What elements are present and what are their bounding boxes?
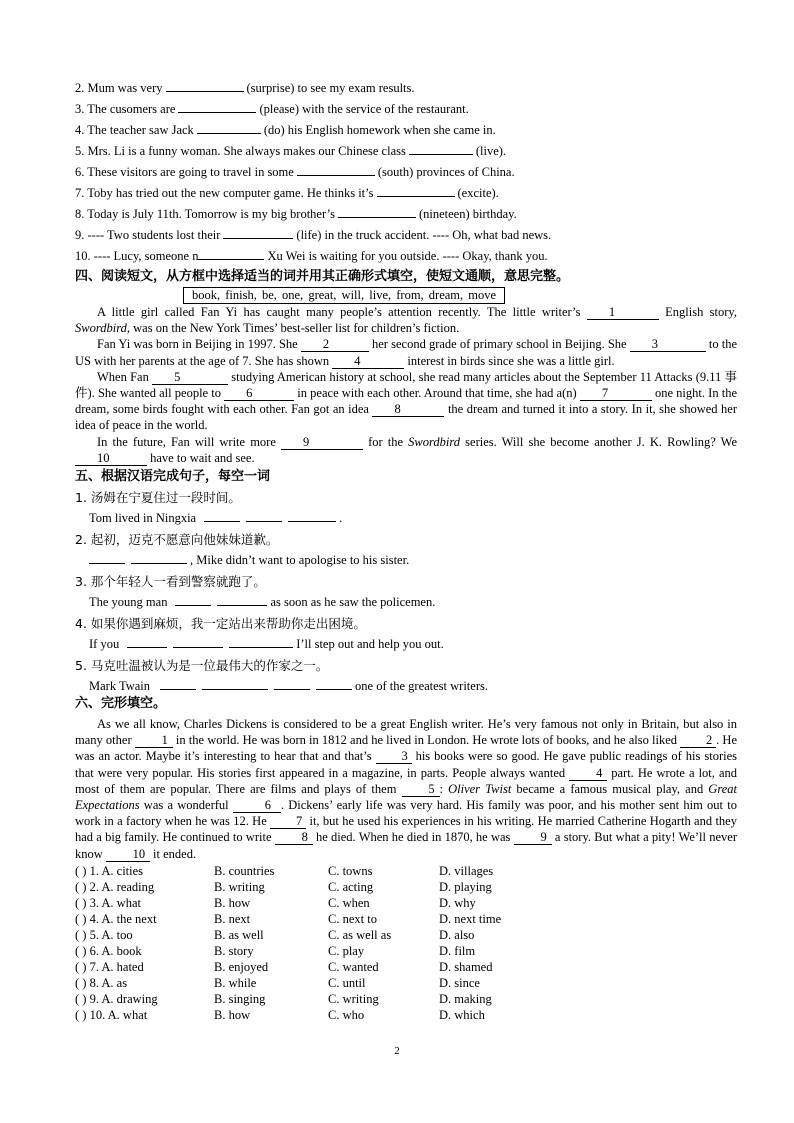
cloze-options — [75, 863, 737, 1023]
cloze-blank[interactable]: 9 — [514, 830, 552, 845]
exercise-item-9: 9. ---- Two students lost their (life) in the truck accident. ---- Oh, what bad news. — [75, 225, 737, 246]
answer-blank[interactable]: 9 — [281, 435, 363, 450]
word-box: book, finish, be, one, great, will, live, from, dream, move — [183, 287, 505, 304]
answer-blank[interactable] — [297, 162, 375, 176]
passage-paragraph: In the future, Fan will write more 9 for the Swordbird series. Will she become another J. K. Rowling? We 10 have to wait and see. — [75, 434, 737, 466]
answer-blank[interactable] — [377, 183, 455, 197]
answer-blank[interactable] — [131, 550, 187, 564]
question-number[interactable]: ( ) 1. A. cities — [75, 863, 144, 878]
cloze-blank[interactable]: 2 — [680, 733, 716, 748]
option-row — [75, 959, 737, 975]
answer-blank[interactable] — [409, 141, 473, 155]
answer-blank[interactable] — [173, 634, 223, 648]
option-d[interactable]: D. villages — [439, 863, 494, 878]
answer-blank[interactable]: 4 — [332, 354, 404, 369]
answer-blank[interactable] — [198, 246, 264, 260]
option-row — [75, 863, 737, 879]
chinese-prompt: 5. 马克吐温被认为是一位最伟大的作家之一。 — [75, 658, 329, 674]
answer-blank[interactable] — [246, 508, 282, 522]
option-row — [75, 991, 737, 1007]
english-sentence: , Mike didn’t want to apologise to his sister. — [75, 550, 737, 571]
section-heading: 五、根据汉语完成句子，每空一词 — [75, 469, 271, 485]
passage-paragraph: A little girl called Fan Yi has caught many people’s attention recently. The little writer’s 1 English story, Swordbird, was on the New York Times’ best-seller list for children’s fiction. — [75, 305, 737, 336]
chinese-prompt: 1. 汤姆在宁夏住过一段时间。 — [75, 490, 241, 506]
cloze-blank[interactable]: 5 — [402, 782, 440, 797]
answer-blank[interactable]: 10 — [75, 451, 147, 466]
answer-blank[interactable] — [175, 592, 211, 606]
option-c[interactable]: C. towns — [328, 863, 373, 878]
chinese-prompt: 4. 如果你遇到麻烦，我一定站出来帮助你走出困境。 — [75, 616, 366, 632]
answer-blank[interactable]: 7 — [580, 386, 652, 401]
question-number[interactable]: ( ) 3. A. what — [75, 895, 141, 910]
answer-blank[interactable]: 2 — [301, 337, 369, 352]
option-c[interactable]: C. when — [328, 895, 370, 910]
question-number[interactable]: ( ) 2. A. reading — [75, 879, 155, 894]
exercise-item-8: 8. Today is July 11th. Tomorrow is my big brother’s (nineteen) birthday. — [75, 204, 737, 225]
answer-blank[interactable]: 5 — [152, 370, 228, 385]
answer-blank[interactable] — [316, 676, 352, 690]
answer-blank[interactable] — [127, 634, 167, 648]
passage-paragraph: When Fan 5 studying American history at school, she read many articles about the September 11 Attacks (9.11 事件). She wanted all people to 6 in peace with each other. Around that time, she had a(n) 7 one night. In the dream, some birds fought with each other. Fan got an idea 8 the dream and turned it into a story. In it, she showed her idea of peace in the world. — [75, 369, 738, 433]
option-b[interactable]: B. how — [214, 1007, 251, 1022]
answer-blank[interactable] — [197, 120, 261, 134]
english-sentence: If you I’ll step out and help you out. — [75, 634, 737, 655]
option-b[interactable]: B. while — [214, 975, 257, 990]
exercise-item-5: 5. Mrs. Li is a funny woman. She always makes our Chinese class (live). — [75, 141, 737, 162]
answer-blank[interactable] — [204, 508, 240, 522]
option-c[interactable]: C. as well as — [328, 927, 392, 942]
question-number[interactable]: ( ) 5. A. too — [75, 927, 133, 942]
question-number[interactable]: ( ) 9. A. drawing — [75, 991, 158, 1006]
option-d[interactable]: D. next time — [439, 911, 502, 926]
option-b[interactable]: B. how — [214, 895, 251, 910]
option-row — [75, 895, 737, 911]
word-box-row — [75, 287, 737, 304]
option-d[interactable]: D. since — [439, 975, 480, 990]
question-number[interactable]: ( ) 8. A. as — [75, 975, 128, 990]
reading-passage — [75, 304, 737, 466]
word-form-exercise — [75, 78, 737, 267]
answer-blank[interactable] — [160, 676, 196, 690]
option-b[interactable]: B. writing — [214, 879, 265, 894]
exercise-item-10: 10. ---- Lucy, someone n Xu Wei is waiting for you outside. ---- Okay, thank you. — [75, 246, 737, 267]
option-c[interactable]: C. acting — [328, 879, 374, 894]
option-b[interactable]: B. as well — [214, 927, 264, 942]
answer-blank[interactable] — [338, 204, 416, 218]
english-sentence: Mark Twain one of the greatest writers. — [75, 676, 737, 697]
answer-blank[interactable] — [89, 550, 125, 564]
answer-blank[interactable] — [229, 634, 293, 648]
cloze-blank[interactable]: 10 — [106, 847, 150, 862]
option-row — [75, 1007, 737, 1023]
chinese-prompt: 3. 那个年轻人一看到警察就跑了。 — [75, 574, 266, 590]
answer-blank[interactable]: 1 — [587, 305, 659, 320]
answer-blank[interactable] — [202, 676, 268, 690]
option-d[interactable]: D. also — [439, 927, 475, 942]
answer-blank[interactable]: 3 — [630, 337, 706, 352]
english-sentence: The young man as soon as he saw the policemen. — [75, 592, 737, 613]
option-b[interactable]: B. singing — [214, 991, 266, 1006]
english-sentence: Tom lived in Ningxia . — [75, 508, 737, 529]
chinese-prompt: 2. 起初，迈克不愿意向他妹妹道歉。 — [75, 532, 279, 548]
answer-blank[interactable] — [217, 592, 267, 606]
question-number[interactable]: ( ) 6. A. book — [75, 943, 142, 958]
page-number: 2 — [394, 1045, 400, 1057]
cloze-blank[interactable]: 4 — [569, 766, 607, 781]
cloze-blank[interactable]: 3 — [376, 749, 412, 764]
worksheet-page — [75, 78, 737, 1023]
section-heading: 四、阅读短文，从方框中选择适当的词并用其正确形式填空，使短文通顺，意思完整。 — [75, 269, 570, 284]
option-c[interactable]: C. next to — [328, 911, 377, 926]
option-d[interactable]: D. which — [439, 1007, 485, 1022]
option-b[interactable]: B. enjoyed — [214, 959, 269, 974]
question-number[interactable]: ( ) 7. A. hated — [75, 959, 144, 974]
question-number[interactable]: ( ) 4. A. the next — [75, 911, 157, 926]
answer-blank[interactable] — [274, 676, 310, 690]
cloze-blank[interactable]: 6 — [233, 798, 281, 813]
passage-paragraph: Fan Yi was born in Beijing in 1997. She 2 her second grade of primary school in Beijing. She 3 to the US with her parents at the age of 7. She has shown 4 interest in birds since she was a little girl. — [75, 337, 738, 368]
answer-blank[interactable]: 6 — [224, 386, 294, 401]
question-number[interactable]: ( ) 10. A. what — [75, 1007, 148, 1022]
exercise-item-2: 2. Mum was very (surprise) to see my exam results. — [75, 78, 737, 99]
option-b[interactable]: B. story — [214, 943, 254, 958]
option-row — [75, 927, 737, 943]
exercise-item-6: 6. These visitors are going to travel in some (south) provinces of China. — [75, 162, 737, 183]
exercise-item-4: 4. The teacher saw Jack (do) his English homework when she came in. — [75, 120, 737, 141]
option-row — [75, 879, 737, 895]
exercise-item-7: 7. Toby has tried out the new computer game. He thinks it’s (excite). — [75, 183, 737, 204]
option-d[interactable]: D. making — [439, 991, 492, 1006]
option-d[interactable]: D. why — [439, 895, 476, 910]
answer-blank[interactable] — [178, 99, 256, 113]
cloze-blank[interactable]: 8 — [275, 830, 313, 845]
option-row — [75, 911, 737, 927]
cloze-blank[interactable]: 1 — [135, 733, 173, 748]
cloze-blank[interactable]: 7 — [270, 814, 306, 829]
option-c[interactable]: C. who — [328, 1007, 365, 1022]
answer-blank[interactable]: 8 — [372, 402, 444, 417]
answer-blank[interactable] — [223, 225, 293, 239]
option-b[interactable]: B. next — [214, 911, 251, 926]
answer-blank[interactable] — [166, 78, 244, 92]
option-c[interactable]: C. play — [328, 943, 365, 958]
option-c[interactable]: C. writing — [328, 991, 379, 1006]
option-b[interactable]: B. countries — [214, 863, 275, 878]
option-c[interactable]: C. wanted — [328, 959, 379, 974]
section-heading: 六、完形填空。 — [75, 696, 167, 712]
translation-exercise — [75, 487, 737, 697]
option-row — [75, 943, 737, 959]
option-c[interactable]: C. until — [328, 975, 366, 990]
cloze-passage — [75, 716, 737, 862]
answer-blank[interactable] — [288, 508, 336, 522]
option-d[interactable]: D. playing — [439, 879, 492, 894]
option-d[interactable]: D. shamed — [439, 959, 493, 974]
option-d[interactable]: D. film — [439, 943, 476, 958]
passage-paragraph: As we all know, Charles Dickens is considered to be a great English writer. He’s very famous not only in Britain, but also in many other 1 in the world. He was born in 1812 and he lived in London. He wrote lots of books, and he also liked 2 . He was an actor. Maybe it’s interesting to hear that and that’s 3 his books were so good. He gave public readings of his stories that were very popular. His stories first appeared in a magazine, in parts. People always wanted 4 part. He wrote a lot, and most of them are popular. There are films and plays of them 5 : Oliver Twist became a famous musical play, and Great Expectations was a wonderful 6 . Dickens’ early life was very hard. His family was poor, and his mother sent him out to work in a factory when he was 12. He 7 it, but he used his experiences in his writing. He married Catherine Hogarth and they had a big family. He continued to write 8 he died. When he died in 1870, he was 9 a story. But what a pity! We’ll never know 10 it ended. — [75, 717, 738, 861]
exercise-item-3: 3. The cusomers are (please) with the service of the restaurant. — [75, 99, 737, 120]
option-row — [75, 975, 737, 991]
